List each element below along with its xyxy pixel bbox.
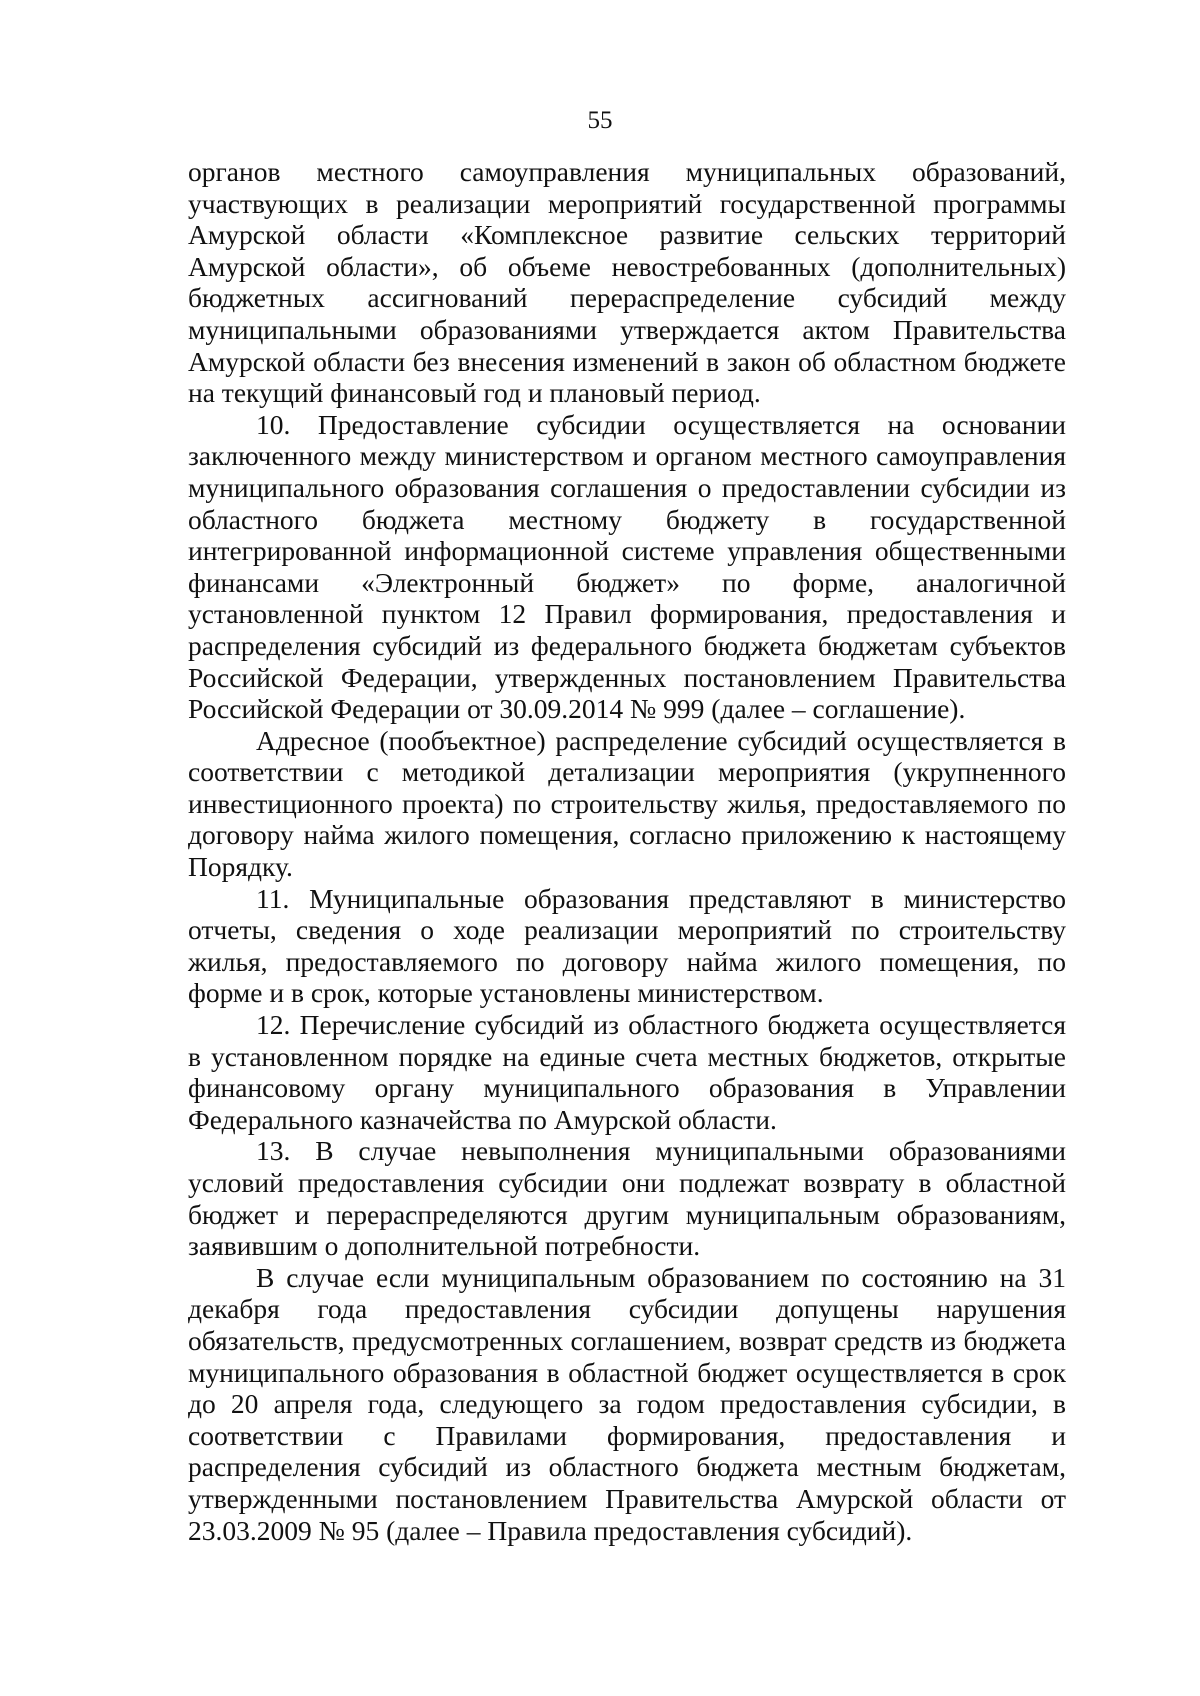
paragraph-item-10: 10. Предоставление субсидии осуществляется на основании заключенного между министерством и органом местного самоуправления муниципального образования соглашения о предоставлении субсидии из областного бюджета местному бюджету в государственной интегрированной информационной системе управления общественными финансами «Электронный бюджет» по форме, аналогичной установленной пунктом 12 Правил формирования, предоставления и распределения субсидий из федерального бюджета бюджетам субъектов Российской Федерации, утвержденных постановлением Правительства Российской Федерации от 30.09.2014 № 999 (далее – соглашение). <box>188 408 1066 725</box>
paragraph-item-12: 12. Перечисление субсидий из областного бюджета осуществляется в установленном порядке на единые счета местных бюджетов, открытые финансовому органу муниципального образования в Управлении Федерального казначейства по Амурской области. <box>188 1009 1066 1135</box>
paragraph-item-11: 11. Муниципальные образования представляют в министерство отчеты, сведения о ходе реализации мероприятий по строительству жилья, предоставляемого по договору найма жилого помещения, по форме и в срок, которые установлены министерством. <box>188 882 1066 1009</box>
paragraph-return-of-funds: В случае если муниципальным образованием по состоянию на 31 декабря года предоставления субсидии допущены нарушения обязательств, предусмотренных соглашением, возврат средств из бюджета муниципального образования в областной бюджет осуществляется в срок до 20 апреля года, следующего за годом предоставления субсидии, в соответствии с Правилами формирования, предоставления и распределения субсидий из областного бюджета местным бюджетам, утвержденными постановлением Правительства Амурской области от 23.03.2009 № 95 (далее – Правила предоставления субсидий). <box>188 1261 1066 1546</box>
paragraph-address-distribution: Адресное (пообъектное) распределение субсидий осуществляется в соответствии с методикой детализации мероприятия (укрупненного инвестиционного проекта) по строительству жилья, предоставляемого по договору найма жилого помещения, согласно приложению к настоящему Порядку. <box>188 724 1066 883</box>
document-body <box>188 156 1066 1546</box>
page-number: 55 <box>587 107 613 134</box>
paragraph-continuation: органов местного самоуправления муниципальных образований, участвующих в реализации мероприятий государственной программы Амурской области «Комплексное развитие сельских территорий Амурской области», об объеме невостребованных (дополнительных) бюджетных ассигнований перераспределение субсидий между муниципальными образованиями утверждается актом Правительства Амурской области без внесения изменений в закон об областном бюджете на текущий финансовый год и плановый период. <box>188 156 1066 409</box>
paragraph-item-13: 13. В случае невыполнения муниципальными образованиями условий предоставления субсидии они подлежат возврату в областной бюджет и перераспределяются другим муниципальным образованиям, заявившим о дополнительной потребности. <box>188 1135 1066 1262</box>
